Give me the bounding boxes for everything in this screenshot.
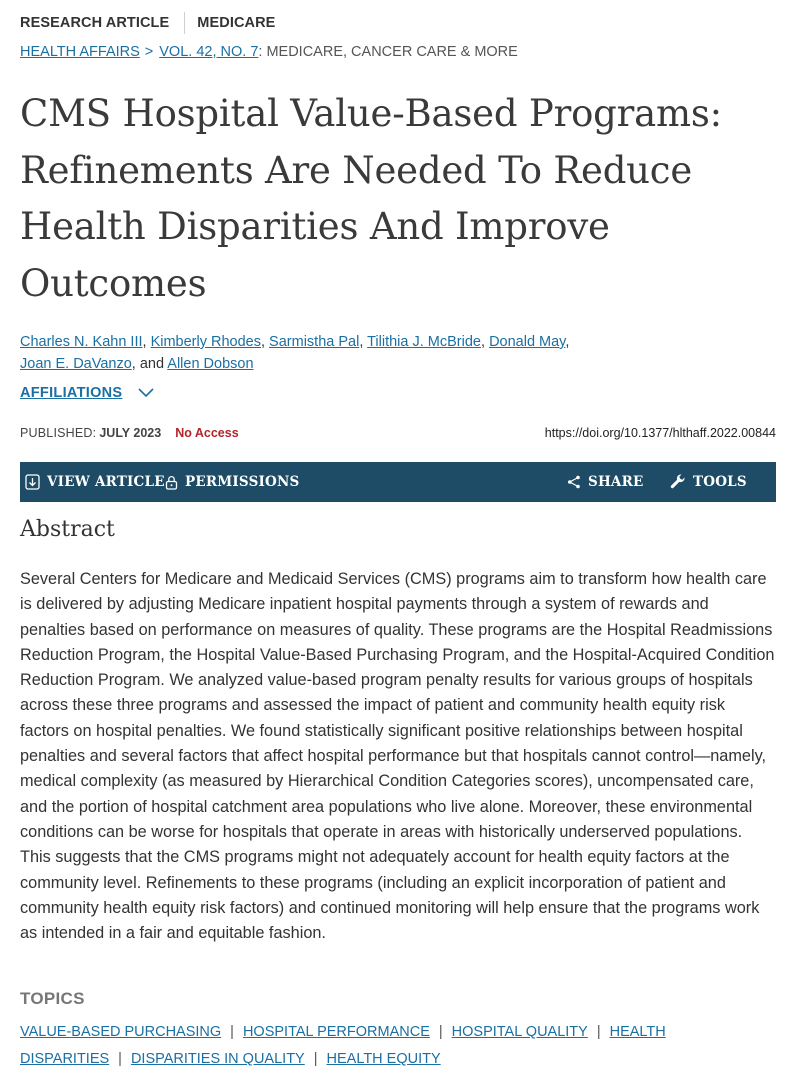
affiliations-toggle[interactable] bbox=[20, 385, 154, 401]
access-status-badge: No Access bbox=[175, 426, 239, 440]
wrench-icon bbox=[670, 474, 686, 490]
author-link[interactable]: Joan E. DaVanzo bbox=[20, 356, 132, 372]
topic-separator: | bbox=[596, 1024, 601, 1040]
doi-link[interactable]: https://doi.org/10.1377/hlthaff.2022.00844 bbox=[544, 426, 776, 440]
abstract-heading: Abstract bbox=[20, 517, 115, 542]
published-date: JULY 2023 bbox=[99, 426, 162, 440]
view-article-label: VIEW ARTICLE bbox=[47, 474, 165, 490]
lock-icon bbox=[165, 475, 178, 490]
topic-link[interactable]: DISPARITIES IN QUALITY bbox=[130, 1051, 305, 1067]
category-subject[interactable]: MEDICARE bbox=[197, 15, 276, 31]
breadcrumb bbox=[20, 44, 518, 60]
article-toolbar bbox=[20, 462, 776, 502]
breadcrumb-journal-link[interactable]: HEALTH AFFAIRS bbox=[20, 44, 140, 60]
download-icon bbox=[25, 474, 40, 490]
author-list: Charles N. Kahn III, Kimberly Rhodes, Sarmistha Pal, Tilithia J. McBride, Donald May, Joan E. DaVanzo, and Allen Dobson bbox=[20, 334, 570, 372]
topic-link[interactable]: VALUE-BASED PURCHASING bbox=[20, 1024, 222, 1040]
breadcrumb-issue-link[interactable]: VOL. 42, NO. 7 bbox=[159, 44, 259, 60]
author-link[interactable]: Charles N. Kahn III bbox=[20, 334, 143, 350]
view-article-button[interactable] bbox=[25, 462, 165, 502]
share-button[interactable] bbox=[567, 462, 644, 502]
topic-link[interactable]: HOSPITAL QUALITY bbox=[451, 1024, 588, 1040]
author-conjunction: and bbox=[139, 356, 165, 372]
category-article-type[interactable]: RESEARCH ARTICLE bbox=[20, 15, 170, 31]
author-link[interactable]: Sarmistha Pal bbox=[269, 334, 360, 350]
topic-separator: | bbox=[230, 1024, 234, 1040]
author-link[interactable]: Kimberly Rhodes bbox=[150, 334, 261, 350]
permissions-button[interactable] bbox=[165, 462, 300, 502]
author-link[interactable]: Tilithia J. McBride bbox=[367, 334, 481, 350]
tools-label: TOOLS bbox=[693, 474, 747, 490]
publication-info bbox=[20, 426, 776, 444]
abstract-text: Several Centers for Medicare and Medicaid Services (CMS) programs aim to transform how health care is delivered by adjusting Medicare inpatient hospital payments through a system of rewards and penalties based on performance on measures of quality. These programs are the Hospital Readmissions Reduction Program, the Hospital Value-Based Purchasing Program, and the Hospital-Acquired Condition Reduction Program. We analyzed value-based program penalty results for various groups of hospitals across these three programs and assessed the impact of patient and community health equity risk factors on hospital penalties. We found statistically significant positive relationships between hospital penalties and several factors that affect hospital performance but that hospitals cannot control—namely, medical complexity (as measured by Hierarchical Condition Categories scores), uncompensated care, and the portion of hospital catchment area populations who live alone. Moreover, these environmental conditions can be worse for hospitals that operate in areas with historically underserved populations. This suggests that the CMS programs might not adequately account for health equity factors at the community level. Refinements to these programs (including an explicit incorporation of patient and community health equity risk factors) and continued monitoring will help ensure that the programs work as intended in a fair and equitable fashion. bbox=[20, 570, 775, 943]
article-title: CMS Hospital Value-Based Programs: Refinements Are Needed To Reduce Health Disparities And Improve Outcomes bbox=[20, 92, 722, 305]
topic-separator: | bbox=[313, 1051, 318, 1067]
topic-link[interactable]: HEALTH EQUITY bbox=[326, 1051, 441, 1067]
category-divider bbox=[184, 12, 185, 34]
share-icon bbox=[567, 475, 581, 489]
breadcrumb-separator: > bbox=[144, 44, 154, 60]
topics-list bbox=[20, 1019, 740, 1073]
share-label: SHARE bbox=[588, 474, 644, 490]
author-link[interactable]: Allen Dobson bbox=[167, 356, 254, 372]
published-label: PUBLISHED: bbox=[20, 426, 97, 440]
topic-link[interactable]: HOSPITAL PERFORMANCE bbox=[242, 1024, 430, 1040]
topic-separator: | bbox=[438, 1024, 443, 1040]
topics-heading: TOPICS bbox=[20, 989, 85, 1008]
topic-separator: | bbox=[118, 1051, 122, 1067]
affiliations-label: AFFILIATIONS bbox=[20, 385, 123, 401]
permissions-label: PERMISSIONS bbox=[185, 474, 300, 490]
breadcrumb-issue-title: : MEDICARE, CANCER CARE & MORE bbox=[258, 44, 518, 60]
topic-link[interactable]: HEALTH DISPARITIES bbox=[20, 1024, 666, 1067]
category-row bbox=[20, 13, 275, 33]
author-link[interactable]: Donald May bbox=[489, 334, 566, 350]
tools-button[interactable] bbox=[670, 462, 747, 502]
chevron-down-icon bbox=[138, 388, 154, 398]
